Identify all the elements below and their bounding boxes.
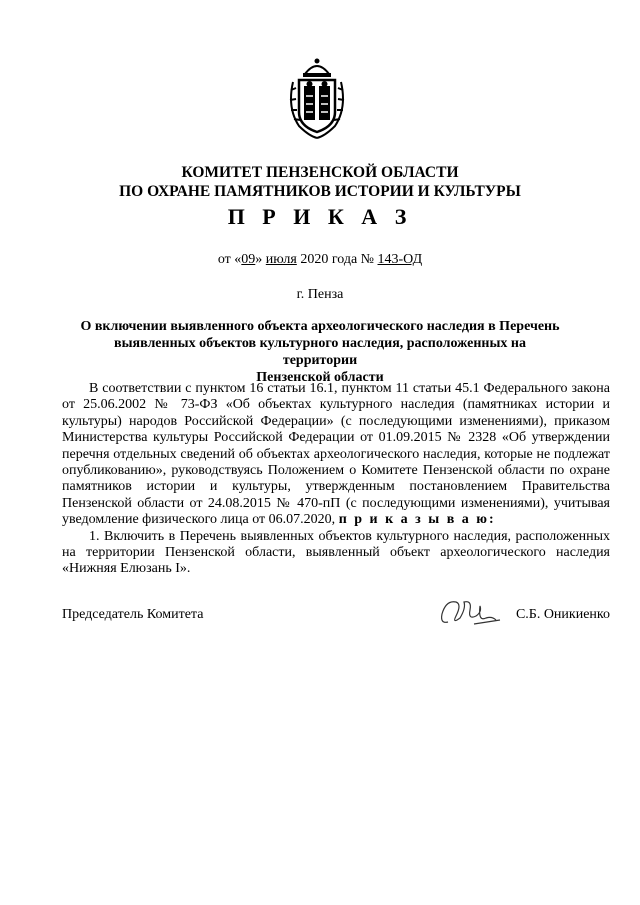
document-type-title: П Р И К А З xyxy=(227,204,413,229)
signatory-name: С.Б. Оникиенко xyxy=(515,607,610,622)
order-verb: п р и к а з ы в а ю: xyxy=(338,512,496,528)
coat-of-arms-icon xyxy=(285,56,349,140)
handwritten-signature xyxy=(434,594,506,630)
signatory-position: Председатель Комитета xyxy=(62,607,204,622)
org-line-1: КОМИТЕТ ПЕНЗЕНСКОЙ ОБЛАСТИ xyxy=(181,164,459,181)
order-number: 143-ОД xyxy=(377,252,423,267)
order-body xyxy=(62,381,610,578)
subject-line-1: О включении выявленного объекта археологического наследия в Перечень xyxy=(80,319,560,334)
city: г. Пенза xyxy=(296,287,344,302)
order-subject xyxy=(80,318,560,386)
date-mid: » xyxy=(255,252,266,267)
order-date-number xyxy=(60,252,580,268)
body-paragraph-1 xyxy=(62,381,610,529)
date-day: 09 xyxy=(241,252,256,267)
subject-line-3: Пензенской области xyxy=(256,370,384,385)
date-year: 2020 года № xyxy=(296,252,378,267)
org-line-2: ПО ОХРАНЕ ПАМЯТНИКОВ ИСТОРИИ И КУЛЬТУРЫ xyxy=(119,183,521,200)
date-prefix: от « xyxy=(217,252,242,267)
preamble-text: В соответствии с пунктом 16 статьи 16.1, пунктом 11 статьи 45.1 Федерального закона от 25.06.2002 № 73-ФЗ «Об объектах культурного наследия (памятниках истории и культуры) народов Российской Федерации» (с последующими изменениями), приказом Министерства культуры Российской Федерации от 01.09.2015 № 2328 «Об утверждении перечня отдельных сведений об объектах археологического наследия, которые не подлежат опубликованию», руководствуясь Положением о Комитете Пензенской области по охране памятников истории и культуры, утвержденным постановлением Правительства Пензенской области от 24.08.2015 № 470-пП (с последующими изменениями), учитывая уведомление физического лица от 06.07.2020, xyxy=(62,381,610,528)
subject-line-2: выявленных объектов культурного наследия, расположенных на территории xyxy=(114,336,526,368)
date-month: июля xyxy=(265,252,297,267)
organization-name xyxy=(60,163,580,201)
body-paragraph-2: 1. Включить в Перечень выявленных объектов культурного наследия, расположенных на территории Пензенской области, выявленный объект археологического наследия «Нижняя Елюзань I». xyxy=(62,528,610,577)
